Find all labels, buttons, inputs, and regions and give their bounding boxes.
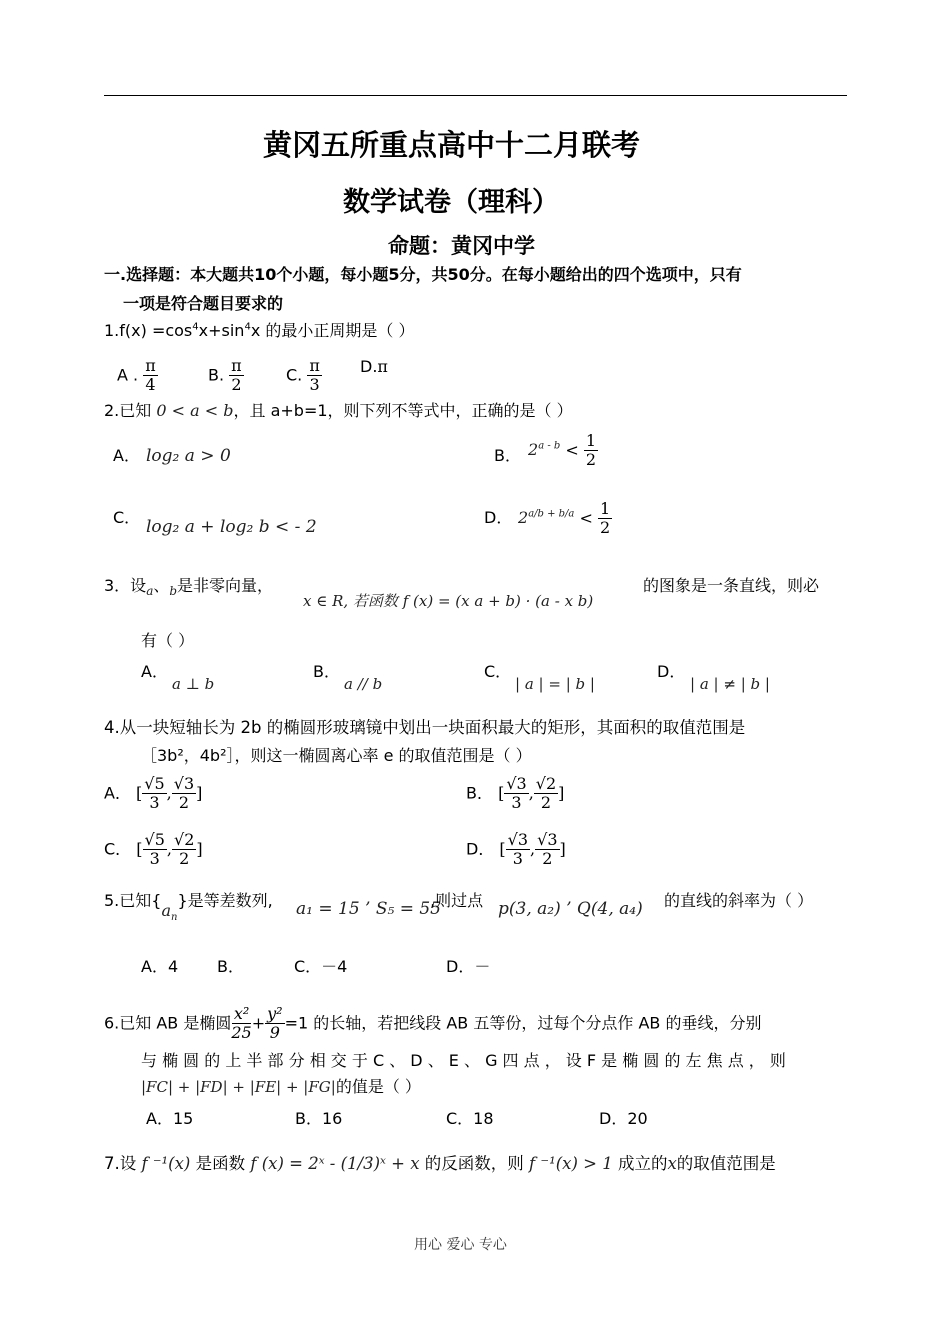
- q2-option-d-label: D．: [484, 508, 513, 527]
- top-rule: [104, 95, 847, 96]
- page-subtitle: 数学试卷（理科）: [343, 187, 559, 218]
- q4-option-b: B． [ $\frac{√3}{3}$ , $\frac{√2}{2}$ ]: [466, 774, 565, 813]
- q2-option-a: log₂ a > 0: [146, 446, 231, 466]
- q6-option-c: C．18: [446, 1109, 494, 1128]
- q3-option-a: a ⊥ b: [172, 675, 215, 693]
- q2-option-c: log₂ a + log₂ b < - 2: [146, 517, 317, 537]
- q3-stem-end: 的图象是一条直线，则必: [643, 576, 820, 595]
- q5-given: a₁ = 15 ’ S₅ = 55: [296, 899, 441, 919]
- q3-option-d-label: D．: [657, 662, 686, 681]
- q5-option-c: C．－4: [294, 957, 348, 976]
- q2-option-a-label: A．: [113, 446, 140, 465]
- q5-option-a: A．4: [141, 957, 179, 976]
- q5-stem-mid: ,则过点: [430, 891, 484, 910]
- q4-stem-line1: 4.从一块短轴长为 2b 的椭圆形玻璃镜中划出一块面积最大的矩形，其面积的取值范围是: [104, 718, 746, 737]
- q1-option-c: C. $\frac{\pi}{3}$: [286, 356, 320, 395]
- q6-stem: 6.已知 AB 是椭圆 $\frac{\text{x²}}{25}$ + $\frac{\text{y²}}{9}$ =1 的长轴，若把线段 AB 五等份，过每个分点作 AB 的垂线，分别: [104, 1004, 762, 1043]
- page-author: 命题：黄冈中学: [388, 234, 535, 258]
- q6-stem-line3: |FC| + |FD| + |FE| + |FG|的值是（ ）: [141, 1077, 421, 1096]
- q5-stem-end: 的直线的斜率为（ ）: [664, 891, 814, 910]
- q1-option-b: B. $\frac{\pi}{2}$: [208, 356, 242, 395]
- q2-stem: 2.已知 0 < a < b，且 a+b=1，则下列不等式中，正确的是（ ）: [104, 401, 573, 420]
- q1-option-a: A . $\frac{\pi}{4}$: [117, 356, 156, 395]
- q6-stem-line2: 与 椭 圆 的 上 半 部 分 相 交 于 C 、 D 、 E 、 G 四 点 ， 设 F 是 椭 圆 的 左 焦 点 ， 则: [141, 1051, 786, 1070]
- q5-option-d: D．－: [446, 957, 491, 976]
- q3-function: x ∈ R, 若函数 f (x) = (x a + b) · (a - x b): [303, 592, 594, 610]
- q1-option-d: D.π: [360, 357, 388, 376]
- page-title: 黄冈五所重点高中十二月联考: [263, 128, 641, 162]
- q2-option-c-label: C．: [113, 508, 141, 527]
- q4-option-a: A． [ $\frac{√5}{3}$ , $\frac{√3}{2}$ ]: [104, 774, 203, 813]
- q3-option-b-label: B．: [313, 662, 340, 681]
- q2-option-b: 2$^{a - b}$ < $\frac{1}{2}$: [528, 431, 597, 470]
- q7-stem: 7.设 f ⁻¹(x) 是函数 f (x) = 2ˣ - (1/3)ˣ + x 的反函数，则 f ⁻¹(x) > 1 成立的x的取值范围是: [104, 1154, 776, 1173]
- q3-stem: 3．设$_a$、$_b$是非零向量，: [104, 576, 274, 599]
- q3-option-c-label: C．: [484, 662, 512, 681]
- q5-stem: 5.已知$\{a_n\}$是等差数列,: [104, 891, 273, 924]
- section-heading-line1: 一.选择题：本大题共10个小题，每小题5分，共50分。在每小题给出的四个选项中，只有: [104, 265, 742, 284]
- section-heading-line2: 一项是符合题目要求的: [123, 294, 284, 313]
- q1-stem: $1.f(x) =\cos^4x+\sin^4x$ 的最小正周期是（ ）: [104, 321, 415, 340]
- q2-option-d: $2^{a/b + b/a}$ < $\frac{1}{2}$: [518, 499, 611, 538]
- q6-option-a: A．15: [146, 1109, 194, 1128]
- q3-stem-line2: 有（ ）: [141, 631, 195, 650]
- q4-option-d: D． [ $\frac{√3}{3}$ , $\frac{√3}{2}$ ]: [466, 830, 566, 869]
- q3-option-d: | a | ≠ | b |: [690, 675, 770, 693]
- q6-option-d: D．20: [599, 1109, 648, 1128]
- q3-option-c: | a | = | b |: [515, 675, 595, 693]
- page-footer: 用心 爱心 专心: [414, 1237, 507, 1253]
- q5-option-b: B．: [217, 957, 244, 976]
- q4-option-c: C． [ $\frac{√5}{3}$ , $\frac{√2}{2}$ ]: [104, 830, 203, 869]
- q3-option-b: a // b: [344, 675, 383, 693]
- q4-stem-line2: ［3b²，4b²］，则这一椭圆离心率 e 的取值范围是（ ）: [141, 746, 532, 765]
- q2-option-b-label: B．: [494, 446, 521, 465]
- q3-option-a-label: A．: [141, 662, 168, 681]
- q5-points: p(3, a₂) ’ Q(4, a₄): [498, 899, 643, 919]
- q6-option-b: B．16: [295, 1109, 343, 1128]
